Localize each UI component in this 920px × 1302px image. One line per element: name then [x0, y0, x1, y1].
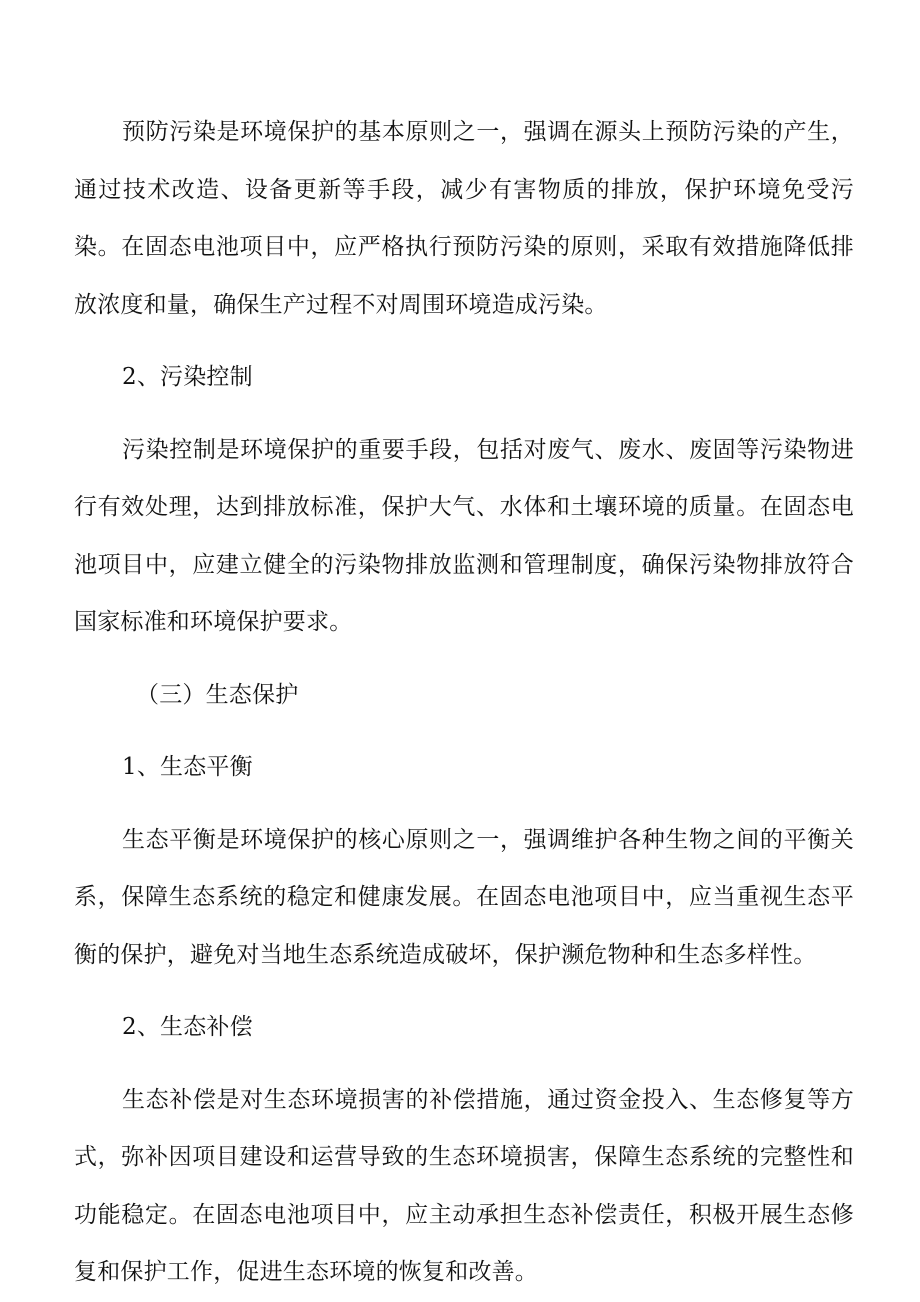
- spacer: [74, 724, 854, 739]
- spacer: [74, 407, 854, 422]
- heading-ecological-compensation: 2、生态补偿: [122, 1014, 253, 1040]
- paragraph-pollution-prevention: 预防污染是环境保护的基本原则之一，强调在源头上预防污染的产生，通过技术改造、设备更新等手段，减少有害物质的排放，保护环境免受污染。在固态电池项目中，应严格执行预防污染的原则，采取有效措施降低排放浓度和量，确保生产过程不对周围环境造成污染。: [74, 119, 854, 318]
- heading-ecological-balance: 1、生态平衡: [122, 754, 253, 780]
- spacer: [74, 652, 854, 667]
- document-body: [74, 104, 854, 1302]
- paragraph-pollution-control: 污染控制是环境保护的重要手段，包括对废气、废水、废固等污染物进行有效处理，达到排放标准，保护大气、水体和土壤环境的质量。在固态电池项目中，应建立健全的污染物排放监测和管理制度，确保污染物排放符合国家标准和环境保护要求。: [74, 436, 854, 635]
- spacer: [74, 984, 854, 999]
- spacer: [74, 1057, 854, 1072]
- heading-section-ecology: （三）生态保护: [136, 681, 299, 708]
- paragraph-ecological-compensation: 生态补偿是对生态环境损害的补偿措施，通过资金投入、生态修复等方式，弥补因项目建设和运营导致的生态环境损害，保障生态系统的完整性和功能稳定。在固态电池项目中，应主动承担生态补偿责任，积极开展生态修复和保护工作，促进生态环境的恢复和改善。: [74, 1086, 854, 1285]
- heading-pollution-control: 2、污染控制: [122, 364, 253, 390]
- spacer: [74, 334, 854, 349]
- paragraph-ecological-balance: 生态平衡是环境保护的核心原则之一，强调维护各种生物之间的平衡关系，保障生态系统的稳定和健康发展。在固态电池项目中，应当重视生态平衡的保护，避免对当地生态系统造成破坏，保护濒危物种和生态多样性。: [74, 826, 854, 968]
- spacer: [74, 797, 854, 812]
